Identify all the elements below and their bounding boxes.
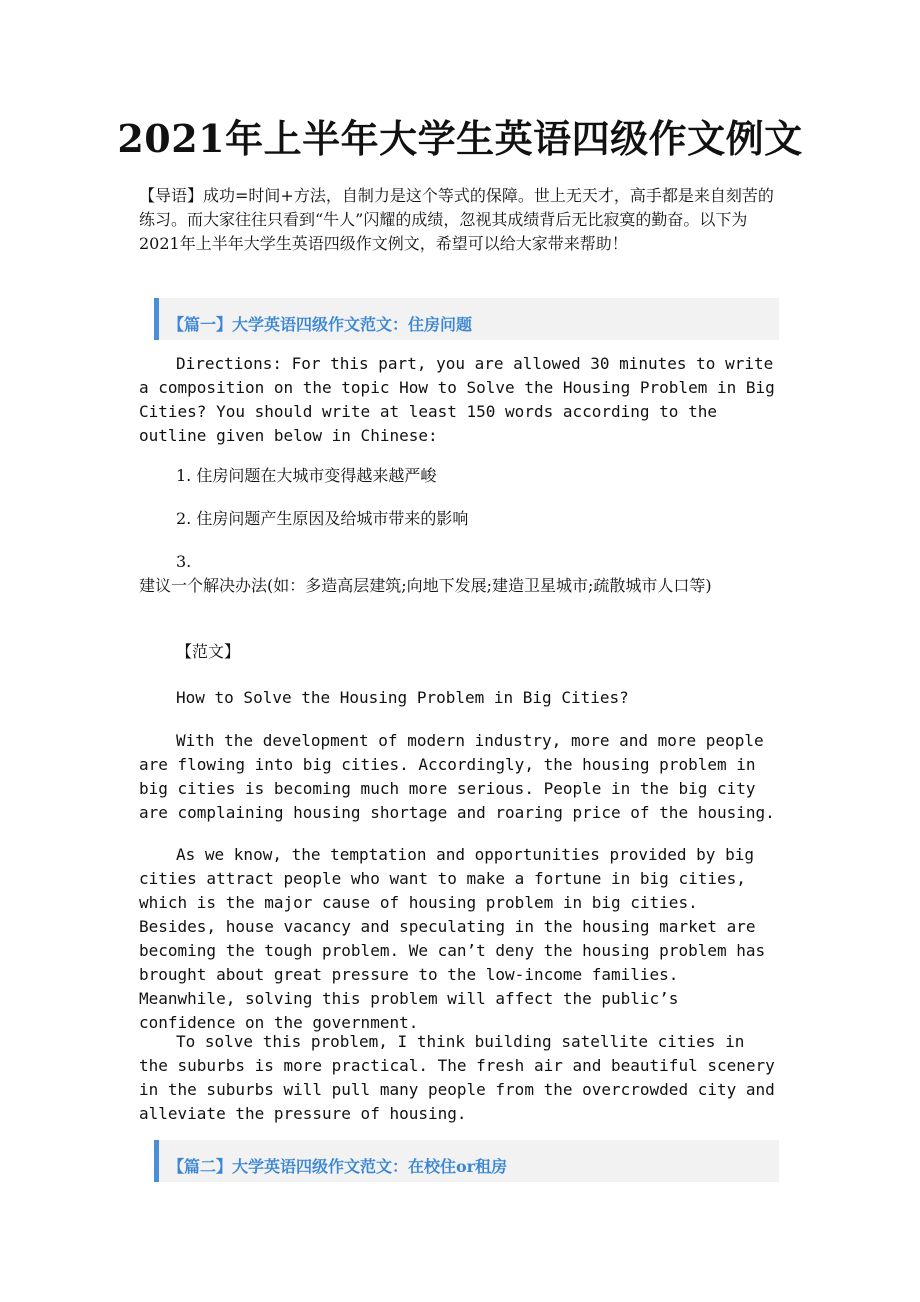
essay-title: How to Solve the Housing Problem in Big Cities? [176, 688, 629, 707]
intro-paragraph: 【导语】成功=时间+方法，自制力是这个等式的保障。世上无天才，高手都是来自刻苦的练习。而大家往往只看到“牛人”闪耀的成绩，忽视其成绩背后无比寂寞的勤奋。以下为2021年上半年大学生英语四级作文例文，希望可以给大家带来帮助！ [139, 186, 774, 253]
outline-item-3-text: 建议一个解决办法(如：多造高层建筑;向地下发展;建造卫星城市;疏散城市人口等) [139, 576, 712, 595]
section-heading-1-label: 【篇一】大学英语四级作文范文：住房问题 [168, 315, 473, 334]
page-title: 2021年上半年大学生英语四级作文例文 [117, 116, 803, 161]
outline-item-1: 1. 住房问题在大城市变得越来越严峻 [176, 466, 437, 485]
directions-paragraph: Directions: For this part, you are allowed 30 minutes to write a composition on the topic How to Solve the Housing Problem in Big Cities? You should write at least 150 words according to the outline given below in Chinese: [139, 354, 775, 445]
outline-item-3: 3. [176, 552, 192, 571]
outline-item-2: 2. 住房问题产生原因及给城市带来的影响 [176, 509, 469, 528]
section-heading-2 [154, 1140, 779, 1182]
essay-paragraph-3: To solve this problem, I think building satellite cities in the suburbs is more practical. The fresh air and beautiful scenery in the suburbs will pull many people from the overcrowded city and alleviate the pressure of housing. [139, 1032, 775, 1123]
section-heading-2-label: 【篇二】大学英语四级作文范文：在校住or租房 [168, 1157, 508, 1176]
sample-label: 【范文】 [176, 642, 241, 661]
essay-paragraph-1: With the development of modern industry, more and more people are flowing into big cities. Accordingly, the housing problem in big cities is becoming much more serious. People in the big city are complaining housing shortage and roaring price of the housing. [139, 731, 775, 822]
section-heading-1 [154, 298, 779, 340]
essay-paragraph-2: As we know, the temptation and opportunities provided by big cities attract people who want to make a fortune in big cities, which is the major cause of housing problem in big cities. Besides, house vacancy and speculating in the housing market are becoming the tough problem. We can’t deny the housing problem has brought about great pressure to the low-income families. Meanwhile, solving this problem will affect the public’s confidence on the government. [139, 845, 766, 1032]
